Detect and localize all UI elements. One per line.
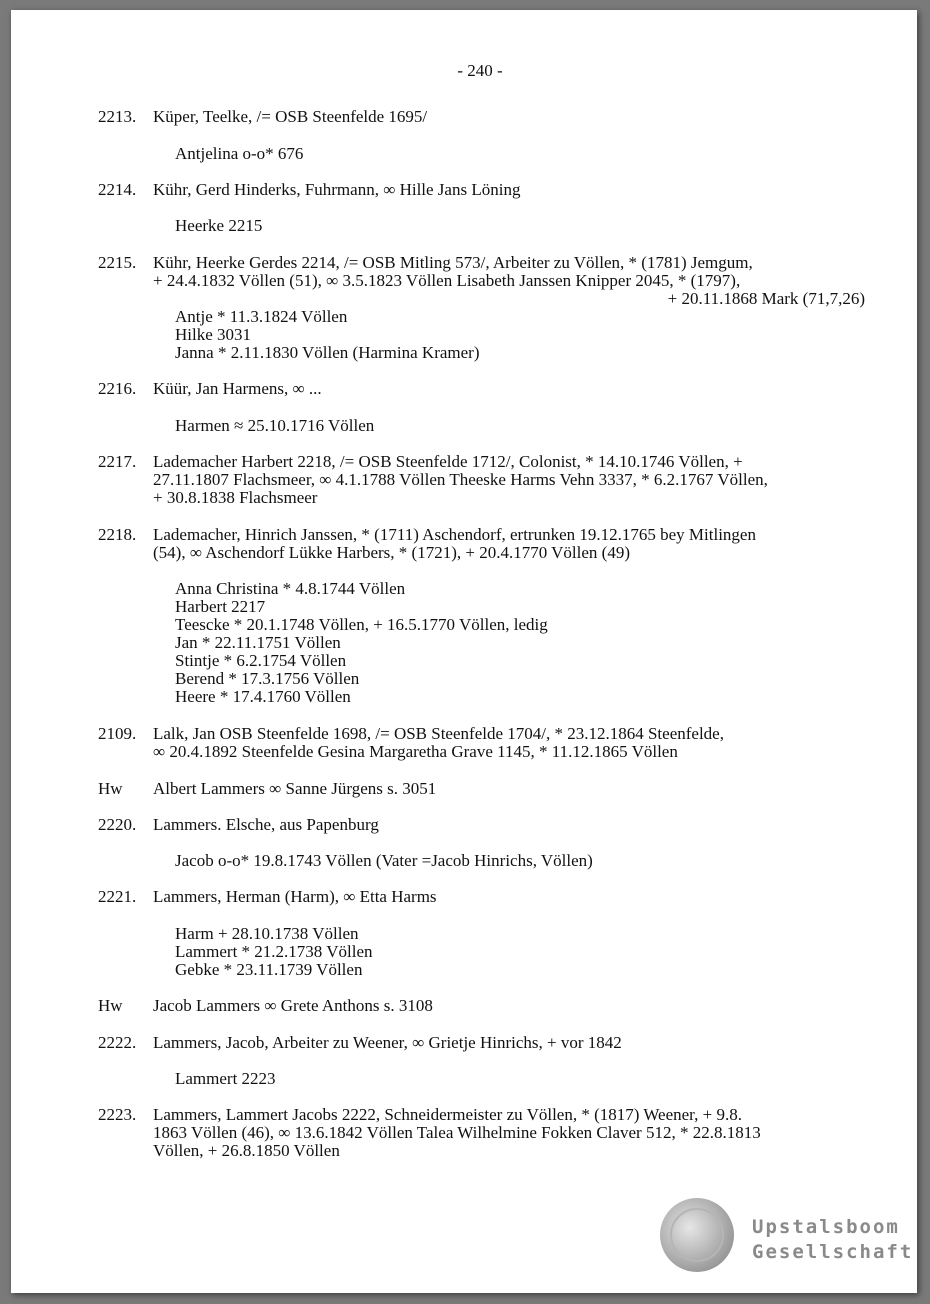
child-line: Harm + 28.10.1738 Völlen <box>175 924 359 943</box>
entry-text: Küper, Teelke, /= OSB Steenfelde 1695/ <box>153 107 428 126</box>
child-line: Teescke * 20.1.1748 Völlen, + 16.5.1770 Völlen, ledig <box>175 615 548 634</box>
entry-text: 1863 Völlen (46), ∞ 13.6.1842 Völlen Talea Wilhelmine Fokken Claver 512, * 22.8.1813 <box>153 1123 761 1142</box>
entry-number: 2220. <box>98 815 137 834</box>
entry-text: Lammers, Herman (Harm), ∞ Etta Harms <box>153 887 437 906</box>
entry-number: Hw <box>98 779 123 798</box>
entry-text: Küür, Jan Harmens, ∞ ... <box>153 379 322 398</box>
entry-number: 2213. <box>98 107 137 126</box>
entry-text: + 20.11.1868 Mark (71,7,26) <box>667 289 865 308</box>
child-line: Lammert 2223 <box>175 1069 276 1088</box>
child-line: Antjelina o-o* 676 <box>175 144 304 163</box>
seal-logo <box>660 1198 734 1272</box>
entry-number: 2216. <box>98 379 137 398</box>
entry-number: 2221. <box>98 887 137 906</box>
entry-text: Lammers, Lammert Jacobs 2222, Schneidermeister zu Völlen, * (1817) Weener, + 9.8. <box>153 1105 742 1124</box>
child-line: Stintje * 6.2.1754 Völlen <box>175 651 347 670</box>
entry-number: 2215. <box>98 253 137 272</box>
entry-number: 2222. <box>98 1033 137 1052</box>
child-line: Harmen ≈ 25.10.1716 Völlen <box>175 416 375 435</box>
entry-text: (54), ∞ Aschendorf Lükke Harbers, * (1721), + 20.4.1770 Völlen (49) <box>153 543 630 562</box>
child-line: Gebke * 23.11.1739 Völlen <box>175 960 363 979</box>
child-line: Lammert * 21.2.1738 Völlen <box>175 942 373 961</box>
page-number: - 240 - <box>457 61 503 80</box>
entry-text: Lammers. Elsche, aus Papenburg <box>153 815 379 834</box>
entry-text: Jacob Lammers ∞ Grete Anthons s. 3108 <box>153 996 433 1015</box>
entry-number: 2109. <box>98 724 137 743</box>
entry-number: Hw <box>98 996 123 1015</box>
child-line: Heere * 17.4.1760 Völlen <box>175 687 351 706</box>
entry-text: Kühr, Gerd Hinderks, Fuhrmann, ∞ Hille Jans Löning <box>153 180 521 199</box>
logo-text-line2: Gesellschaft <box>752 1241 914 1263</box>
child-line: Anna Christina * 4.8.1744 Völlen <box>175 579 406 598</box>
entry-number: 2218. <box>98 525 137 544</box>
entry-text: Völlen, + 26.8.1850 Völlen <box>153 1141 340 1160</box>
entry-text: Kühr, Heerke Gerdes 2214, /= OSB Mitling 573/, Arbeiter zu Völlen, * (1781) Jemgum, <box>153 253 753 272</box>
entry-text: Lalk, Jan OSB Steenfelde 1698, /= OSB Steenfelde 1704/, * 23.12.1864 Steenfelde, <box>153 724 724 743</box>
child-line: Heerke 2215 <box>175 216 263 235</box>
child-line: Janna * 2.11.1830 Völlen (Harmina Kramer) <box>175 343 480 362</box>
entry-text: + 24.4.1832 Völlen (51), ∞ 3.5.1823 Völlen Lisabeth Janssen Knipper 2045, * (1797), <box>153 271 741 290</box>
child-line: Berend * 17.3.1756 Völlen <box>175 669 360 688</box>
entry-text: ∞ 20.4.1892 Steenfelde Gesina Margaretha Grave 1145, * 11.12.1865 Völlen <box>153 742 678 761</box>
child-line: Harbert 2217 <box>175 597 266 616</box>
entry-text: 27.11.1807 Flachsmeer, ∞ 4.1.1788 Völlen Theeske Harms Vehn 3337, * 6.2.1767 Völlen, <box>153 470 768 489</box>
entry-text: Albert Lammers ∞ Sanne Jürgens s. 3051 <box>153 779 437 798</box>
child-line: Antje * 11.3.1824 Völlen <box>175 307 348 326</box>
entry-number: 2214. <box>98 180 137 199</box>
entry-text: + 30.8.1838 Flachsmeer <box>153 488 318 507</box>
child-line: Hilke 3031 <box>175 325 252 344</box>
entry-text: Lammers, Jacob, Arbeiter zu Weener, ∞ Grietje Hinrichs, + vor 1842 <box>153 1033 622 1052</box>
entry-number: 2217. <box>98 452 137 471</box>
entry-text: Lademacher, Hinrich Janssen, * (1711) Aschendorf, ertrunken 19.12.1765 bey Mitlingen <box>153 525 756 544</box>
entry-text: Lademacher Harbert 2218, /= OSB Steenfelde 1712/, Colonist, * 14.10.1746 Völlen, + <box>153 452 743 471</box>
child-line: Jacob o-o* 19.8.1743 Völlen (Vater =Jacob Hinrichs, Völlen) <box>175 851 593 870</box>
entry-number: 2223. <box>98 1105 137 1124</box>
logo-text-line1: Upstalsboom <box>752 1216 900 1238</box>
child-line: Jan * 22.11.1751 Völlen <box>175 633 341 652</box>
seal-inner-ring <box>670 1208 724 1262</box>
